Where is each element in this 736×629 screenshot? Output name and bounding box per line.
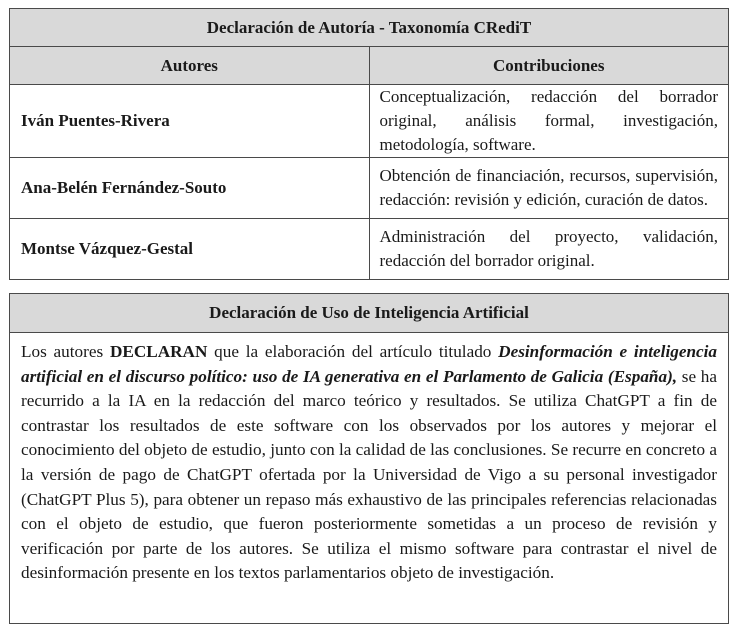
author-name: Ana-Belén Fernández-Souto (10, 158, 370, 219)
table-row (10, 158, 729, 219)
credit-table (9, 8, 729, 280)
contributions-header: Contribuciones (369, 47, 729, 85)
table-row (10, 219, 729, 280)
author-name: Iván Puentes-Rivera (10, 85, 370, 158)
author-contribution: Obtención de financiación, recursos, supervisión, redacción: revisión y edición, curación de datos. (369, 158, 729, 219)
table-row (10, 85, 729, 158)
ai-declaration-box (9, 293, 729, 624)
ai-mid: que la elaboración del artículo titulado (207, 342, 499, 361)
author-contribution: Administración del proyecto, validación, redacción del borrador original. (369, 219, 729, 280)
credit-table-title: Declaración de Autoría - Taxonomía CRediT (10, 9, 729, 47)
ai-intro: Los autores (21, 342, 110, 361)
author-contribution: Conceptualización, redacción del borrador original, análisis formal, investigación, metodología, software. (369, 85, 729, 158)
declaran-keyword: DECLARAN (109, 342, 208, 361)
author-name: Montse Vázquez-Gestal (10, 219, 370, 280)
ai-rest: se ha recurrido a la IA en la redacción del marco teórico y resultados. Se utiliza ChatGPT a fin de contrastar los resultados de este software con los observados por los autores y mejorar el conocimiento del objeto de estudio, junto con la calidad de las conclusiones. Se recurre en concreto a la versión de pago de ChatGPT ofertada por la Universidad de Vigo a su personal investigador (ChatGPT Plus 5), para obtener un repaso más exhaustivo de las principales referencias relacionadas con el objeto de estudio, que fueron posteriormente sometidas a un proceso de revisión y verificación por parte de los autores. Se utiliza el mismo software para contrastar el nivel de desinformación presente en los textos parlamentarios objeto de investigación. (21, 366, 717, 583)
article-title: Desinformación e inteligencia artificial en el discurso político: uso de IA generativa en el Parlamento de Galicia (España), (21, 342, 717, 386)
authors-header: Autores (10, 47, 370, 85)
ai-declaration-title: Declaración de Uso de Inteligencia Artificial (10, 294, 728, 333)
ai-declaration-text (10, 333, 728, 586)
